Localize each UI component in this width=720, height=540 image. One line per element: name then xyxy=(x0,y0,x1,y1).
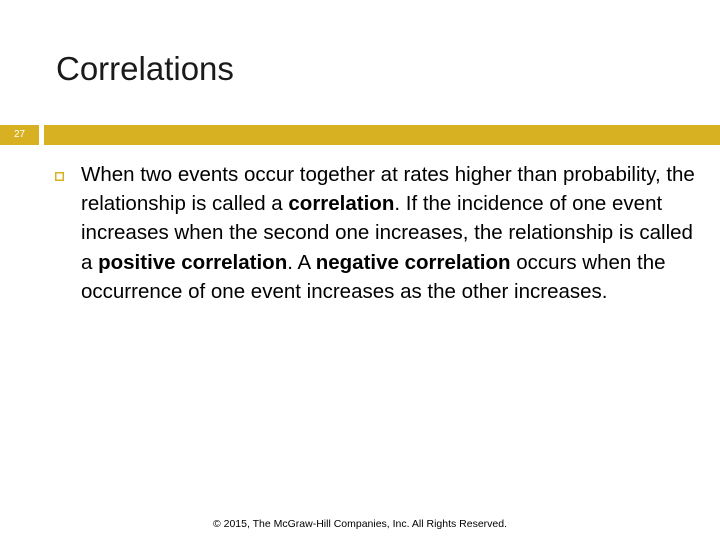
slide-number-band xyxy=(0,125,39,145)
accent-bar xyxy=(44,125,720,145)
bullet-text-part-4: occurs when the occurrence of one event increases as the other increases. xyxy=(81,250,666,303)
bullet-text-part-2: . If the incidence of one event increases when the second one increases, the relationship is called a xyxy=(81,192,693,274)
term-negative-correlation: negative correlation xyxy=(315,250,511,274)
term-correlation: correlation xyxy=(288,192,395,216)
square-bullet-icon xyxy=(55,172,64,181)
term-positive-correlation: positive correlation xyxy=(98,250,288,274)
slide-number: 27 xyxy=(13,129,26,140)
bullet-text-part-3: . A xyxy=(287,250,316,274)
slide-title: Correlations xyxy=(56,50,234,87)
copyright-footer: © 2015, The McGraw-Hill Companies, Inc. All Rights Reserved. xyxy=(212,518,508,530)
bullet-text xyxy=(81,160,696,306)
bullet-text-part-1: When two events occur together at rates higher than probability, the relationship is called a xyxy=(81,163,695,216)
